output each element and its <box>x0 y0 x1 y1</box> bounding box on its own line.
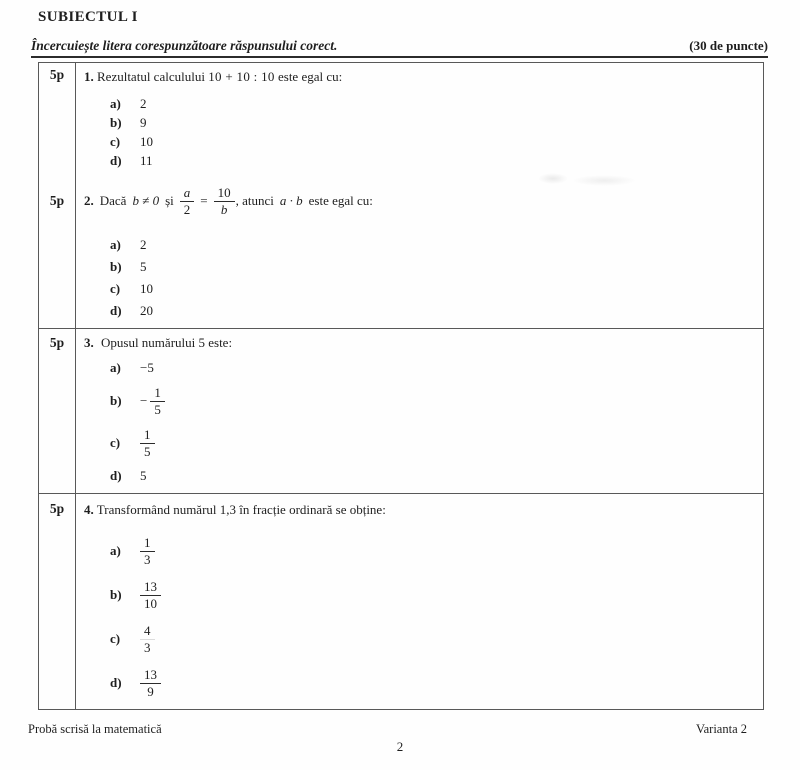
fraction-numerator: 1 <box>140 427 155 444</box>
points-label: 5p <box>49 501 65 516</box>
question-number: 2. <box>84 193 94 208</box>
option-row <box>110 356 757 380</box>
option-row <box>110 300 757 322</box>
fraction <box>140 427 155 460</box>
option-row <box>110 661 757 705</box>
question-2-text <box>84 180 757 222</box>
options-list <box>110 529 757 705</box>
option-letter: a) <box>110 543 121 558</box>
fraction-denominator: 10 <box>144 595 157 611</box>
option-letter: c) <box>110 281 121 296</box>
equals-sign: = <box>200 193 208 208</box>
fraction-denominator: 5 <box>144 443 151 459</box>
fraction-denominator: 3 <box>144 551 151 567</box>
fraction-numerator: 10 <box>214 185 235 202</box>
minus-sign: − <box>140 393 148 408</box>
question-text: și <box>165 193 174 208</box>
question-text: Transformând numărul 1,3 în fracție ordinară se obține: <box>96 502 386 517</box>
fraction <box>140 667 161 700</box>
option-row <box>110 278 757 300</box>
option-row <box>110 113 757 132</box>
fraction-numerator: 1 <box>140 535 155 552</box>
fraction-numerator: 1 <box>150 385 165 402</box>
points-column <box>39 63 76 328</box>
option-row <box>110 151 757 170</box>
option-row <box>110 422 757 464</box>
math-expression: 10 + 10 : 10 <box>208 69 275 84</box>
question-content <box>76 63 763 328</box>
total-points-label: (30 de puncte) <box>689 38 768 53</box>
option-value: 11 <box>140 152 153 168</box>
option-value <box>140 385 165 418</box>
option-letter: c) <box>110 631 121 646</box>
option-value: −5 <box>140 360 154 375</box>
option-letter: a) <box>110 95 121 111</box>
page-title: SUBIECTUL I <box>38 9 138 25</box>
option-value <box>140 579 161 612</box>
option-letter: d) <box>110 152 122 168</box>
fraction-numerator: 13 <box>140 667 161 684</box>
option-value: 2 <box>140 237 147 252</box>
question-content <box>76 329 763 493</box>
question-text: Rezultatul calculului <box>97 69 205 84</box>
option-letter: b) <box>110 259 122 274</box>
question-number: 4. <box>84 502 94 517</box>
option-letter: a) <box>110 360 121 375</box>
points-label: 5p <box>49 193 65 208</box>
instruction-text: Încercuiește litera corespunzătoare răspunsului corect. <box>31 38 338 53</box>
fraction-denominator: 2 <box>183 201 191 217</box>
points-label: 5p <box>49 335 65 350</box>
option-value: 5 <box>140 259 147 274</box>
question-number: 3. <box>84 335 94 350</box>
option-value: 9 <box>140 114 147 130</box>
fraction <box>140 623 155 656</box>
footer-subject: Probă scrisă la matematică <box>28 722 162 736</box>
option-value: 20 <box>140 303 153 318</box>
option-letter: c) <box>110 133 121 149</box>
fraction <box>150 385 165 418</box>
question-4-text <box>84 494 757 519</box>
option-letter: b) <box>110 587 122 602</box>
option-value: 10 <box>140 133 153 149</box>
option-value: 5 <box>140 468 147 483</box>
option-value <box>140 535 155 568</box>
option-letter: a) <box>110 237 121 252</box>
option-row <box>110 256 757 278</box>
option-letter: d) <box>110 468 122 483</box>
fraction <box>140 579 161 612</box>
question-text: este egal cu: <box>277 69 343 84</box>
table-row <box>39 328 763 493</box>
option-row <box>110 132 757 151</box>
fraction <box>180 185 195 218</box>
question-text: , atunci <box>235 193 274 208</box>
fraction-numerator: 13 <box>140 579 161 596</box>
points-column <box>39 494 76 709</box>
math-condition: b ≠ 0 <box>132 193 160 208</box>
option-row <box>110 464 757 488</box>
option-row <box>110 529 757 573</box>
table-row <box>39 63 763 328</box>
question-text: Dacă <box>99 193 127 208</box>
table-row <box>39 493 763 709</box>
question-3-text <box>84 329 757 352</box>
option-row <box>110 617 757 661</box>
option-letter: c) <box>110 435 121 450</box>
options-list <box>110 234 757 322</box>
fraction-denominator: b <box>220 201 228 217</box>
option-letter: d) <box>110 675 122 690</box>
option-row <box>110 380 757 422</box>
option-row <box>110 94 757 113</box>
points-label: 5p <box>49 67 65 82</box>
points-column <box>39 329 76 493</box>
math-expression: a · b <box>279 193 303 208</box>
options-list <box>110 356 757 488</box>
option-letter: b) <box>110 114 122 130</box>
option-value: 2 <box>140 95 147 111</box>
fraction-numerator: 4 <box>140 623 155 640</box>
fraction-denominator: 3 <box>144 639 151 655</box>
question-1-text <box>84 63 757 86</box>
fraction-numerator: a <box>180 185 195 202</box>
question-text: Opusul numărului 5 este: <box>101 335 233 350</box>
option-value <box>140 667 161 700</box>
question-content <box>76 494 763 709</box>
option-row <box>110 573 757 617</box>
fraction <box>140 535 155 568</box>
option-value <box>140 427 155 460</box>
footer-variant: Varianta 2 <box>695 722 747 736</box>
option-letter: b) <box>110 393 122 408</box>
fraction-denominator: 9 <box>147 683 154 699</box>
fraction <box>214 185 235 218</box>
fraction-denominator: 5 <box>154 401 161 417</box>
option-row <box>110 234 757 256</box>
instruction-row <box>31 38 768 58</box>
option-value: 10 <box>140 281 153 296</box>
options-list <box>110 94 757 170</box>
page-number: 2 <box>396 739 404 754</box>
option-letter: d) <box>110 303 122 318</box>
option-value <box>140 623 155 656</box>
question-text: este egal cu: <box>308 193 373 208</box>
question-number: 1. <box>84 69 94 84</box>
question-table <box>38 62 764 710</box>
